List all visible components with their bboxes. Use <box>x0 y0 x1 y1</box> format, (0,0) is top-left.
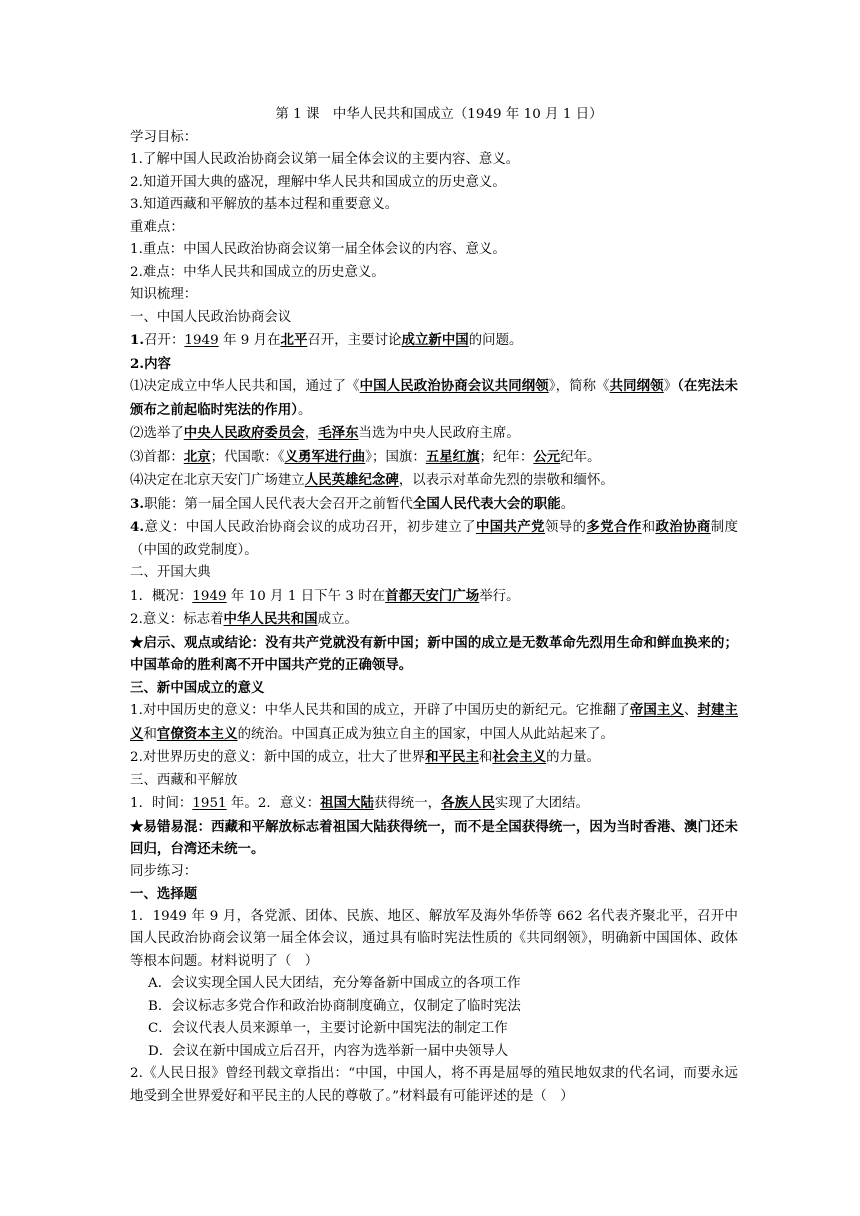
section-heading: 一、中国人民政治协商会议 <box>130 309 292 325</box>
knowledge-heading: 知识梳理： <box>130 287 198 302</box>
ceremony-meaning: 2.意义：标志着中华人民共和国成立。 <box>130 611 358 627</box>
section-heading: 三、新中国成立的意义 <box>130 679 265 696</box>
question-option: D．会议在新中国成立后召开，内容为选举新一届中央领导人 <box>148 1043 509 1059</box>
objective-item: 2.知道开国大典的盛况，理解中华人民共和国成立的历史意义。 <box>130 174 506 190</box>
insight-note: ★启示、观点或结论：没有共产党就没有新中国；新中国的成立是无数革命先烈用生命和鲜血换来的；中国革命的胜利离不开中国共产党的正确领导。 <box>130 634 738 673</box>
document-page <box>130 104 738 1108</box>
objective-item: 1.了解中国人民政治协商会议第一届全体会议的主要内容、意义。 <box>130 152 520 167</box>
objectives-heading: 学习目标： <box>130 129 198 145</box>
cppcc-content-item: ⑶首都：北京；代国歌：《义勇军进行曲》；国旗：五星红旗；纪年：公元纪年。 <box>130 448 601 465</box>
question-stem: 1．1949 年 9 月，各党派、团体、民族、地区、解放军及海外华侨等 662 名代表齐聚北平，召开中国人民政治协商会议第一届全体会议，通过具有临时宪法性质的《共同纲领》，明确新中国国体、政体等根本问题。材料说明了（ ） <box>130 908 738 969</box>
mc-heading: 一、选择题 <box>130 886 198 902</box>
cppcc-content-heading: 2.内容 <box>130 355 171 372</box>
practice-heading: 同步练习： <box>130 863 198 879</box>
mistake-note: ★易错易混：西藏和平解放标志着祖国大陆获得统一，而不是全国获得统一，因为当时香港、澳门还未回归，台湾还未统一。 <box>130 818 738 857</box>
objective-item: 3.知道西藏和平解放的基本过程和重要意义。 <box>130 197 399 212</box>
question-option: B．会议标志多党合作和政治协商制度确立，仅制定了临时宪法 <box>148 998 521 1014</box>
meaning-china: 1.对中国历史的意义：中华人民共和国的成立，开辟了中国历史的新纪元。它推翻了帝国主义、封建主义和官僚资本主义的统治。中国真正成为独立自主的国家，中国人从此站起来了。 <box>130 702 738 742</box>
section-heading: 二、开国大典 <box>130 565 211 580</box>
cppcc-meaning: 4.意义：中国人民政治协商会议的成功召开，初步建立了中国共产党领导的多党合作和政治协商制度（中国的政党制度）。 <box>130 519 739 558</box>
keypoints-heading: 重难点： <box>130 219 184 235</box>
meaning-world: 2.对世界历史的意义：新中国的成立，壮大了世界和平民主和社会主义的力量。 <box>130 749 600 765</box>
question-option: C．会议代表人员来源单一，主要讨论新中国宪法的制定工作 <box>148 1021 508 1036</box>
keypoint-item: 2.难点：中华人民共和国成立的历史意义。 <box>130 264 385 280</box>
keypoint-item: 1.重点：中国人民政治协商会议第一届全体会议的内容、意义。 <box>130 242 506 257</box>
cppcc-function: 3.职能：第一届全国人民代表大会召开之前暂代全国人民代表大会的职能。 <box>130 495 575 512</box>
question-option: A．会议实现全国人民大团结，充分筹备新中国成立的各项工作 <box>148 976 521 991</box>
lesson-title: 第 1 课 中华人民共和国成立（1949 年 10 月 1 日） <box>275 107 603 122</box>
cppcc-content-item: ⑴决定成立中华人民共和国，通过了《中国人民政治协商会议共同纲领》，简称《共同纲领》（在宪法未颁布之前起临时宪法的作用）。 <box>130 378 738 418</box>
question-stem: 2.《人民日报》曾经刊载文章指出：“中国，中国人，将不再是屈辱的殖民地奴隶的代名词，而要永远地受到全世界爱好和平民主的人民的尊敬了。”材料最有可能评述的是（ ） <box>130 1066 738 1104</box>
section-heading: 三、西藏和平解放 <box>130 772 238 788</box>
cppcc-convene: 1.召开：1949 年 9 月在北平召开，主要讨论成立新中国的问题。 <box>130 332 523 348</box>
cppcc-content-item: ⑷决定在北京天安门广场建立人民英雄纪念碑，以表示对革命先烈的崇敬和缅怀。 <box>130 472 614 488</box>
ceremony-overview: 1．概况：1949 年 10 月 1 日下午 3 时在首都天安门广场举行。 <box>130 587 520 604</box>
tibet-line: 1．时间：1951 年。2．意义：祖国大陆获得统一，各族人民实现了大团结。 <box>130 795 589 811</box>
cppcc-content-item: ⑵选举了中央人民政府委员会，毛泽东当选为中央人民政府主席。 <box>130 425 520 441</box>
